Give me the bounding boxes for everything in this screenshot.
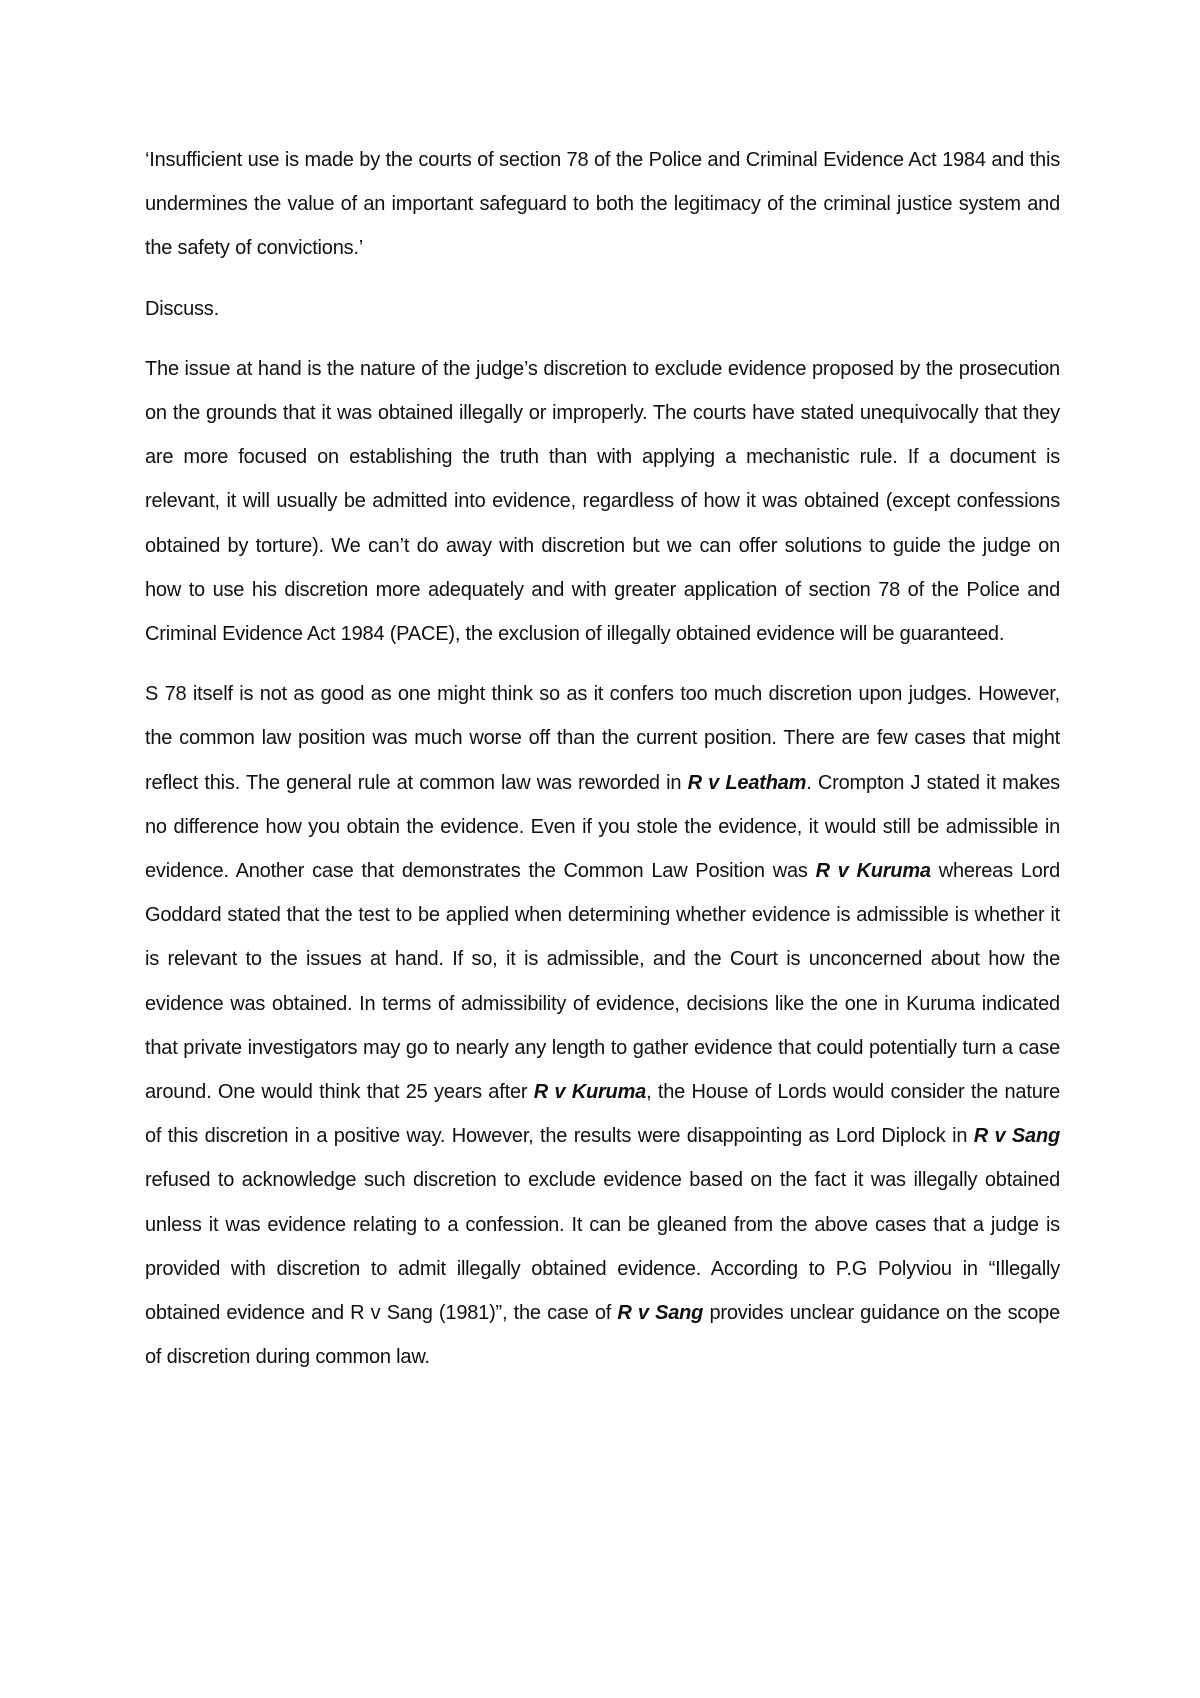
body-paragraph-2	[145, 672, 1060, 1379]
essay-question: ‘Insufficient use is made by the courts of section 78 of the Police and Criminal Evidence Act 1984 and this undermines the value of an important safeguard to both the legitimacy of the criminal justice system and the safety of convictions.’	[145, 149, 1060, 260]
case-name-r-v-kuruma: R v Kuruma	[815, 860, 931, 883]
paragraph-2-text-4: , the House of Lords would consider the nature of this discretion in a positive way. However, the results were disappointing as Lord Diplock in	[145, 1081, 1061, 1148]
case-name-r-v-kuruma: R v Kuruma	[533, 1081, 647, 1104]
paragraph-2-text-3: whereas Lord Goddard stated that the test to be applied when determining whether evidence is admissible is whether it is relevant to the issues at hand. If so, it is admissible, and the Court is unconcerned about how the evidence was obtained. In terms of admissibility of evidence, decisions like the one in Kuruma indicated that private investigators may go to nearly any length to gather evidence that could potentially turn a case around. One would think that 25 years after	[145, 860, 1061, 1104]
essay-instruction: Discuss.	[145, 297, 219, 320]
case-name-r-v-sang: R v Sang	[617, 1302, 704, 1325]
paragraph-2-text-6: provides unclear guidance on the scope of discretion during common law.	[145, 1302, 1060, 1369]
case-name-r-v-leatham: R v Leatham	[687, 771, 807, 794]
paragraph-2-text-2: . Crompton J stated it makes no difference how you obtain the evidence. Even if you stole the evidence, it would still be admissible in evidence. Another case that demonstrates the Common Law Position was	[145, 771, 1060, 883]
body-paragraph-1: The issue at hand is the nature of the judge’s discretion to exclude evidence proposed by the prosecution on the grounds that it was obtained illegally or improperly. The courts have stated unequivocally that they are more focused on establishing the truth than with applying a mechanistic rule. If a document is relevant, it will usually be admitted into evidence, regardless of how it was obtained (except confessions obtained by torture). We can’t do away with discretion but we can offer solutions to guide the judge on how to use his discretion more adequately and with greater application of section 78 of the Police and Criminal Evidence Act 1984 (PACE), the exclusion of illegally obtained evidence will be guaranteed.	[145, 357, 1060, 646]
paragraph-2-text-5: refused to acknowledge such discretion to exclude evidence based on the fact it was illegally obtained unless it was evidence relating to a confession. It can be gleaned from the above cases that a judge is provided with discretion to admit illegally obtained evidence. According to P.G Polyviou in “Illegally obtained evidence and R v Sang (1981)”, the case of	[145, 1169, 1060, 1325]
paragraph-2-text-1: S 78 itself is not as good as one might think so as it confers too much discretion upon judges. However, the common law position was much worse off than the current position. There are few cases that might reflect this. The general rule at common law was reworded in	[145, 683, 1060, 794]
case-name-r-v-sang: R v Sang	[973, 1125, 1061, 1148]
document-page	[145, 138, 1060, 1395]
